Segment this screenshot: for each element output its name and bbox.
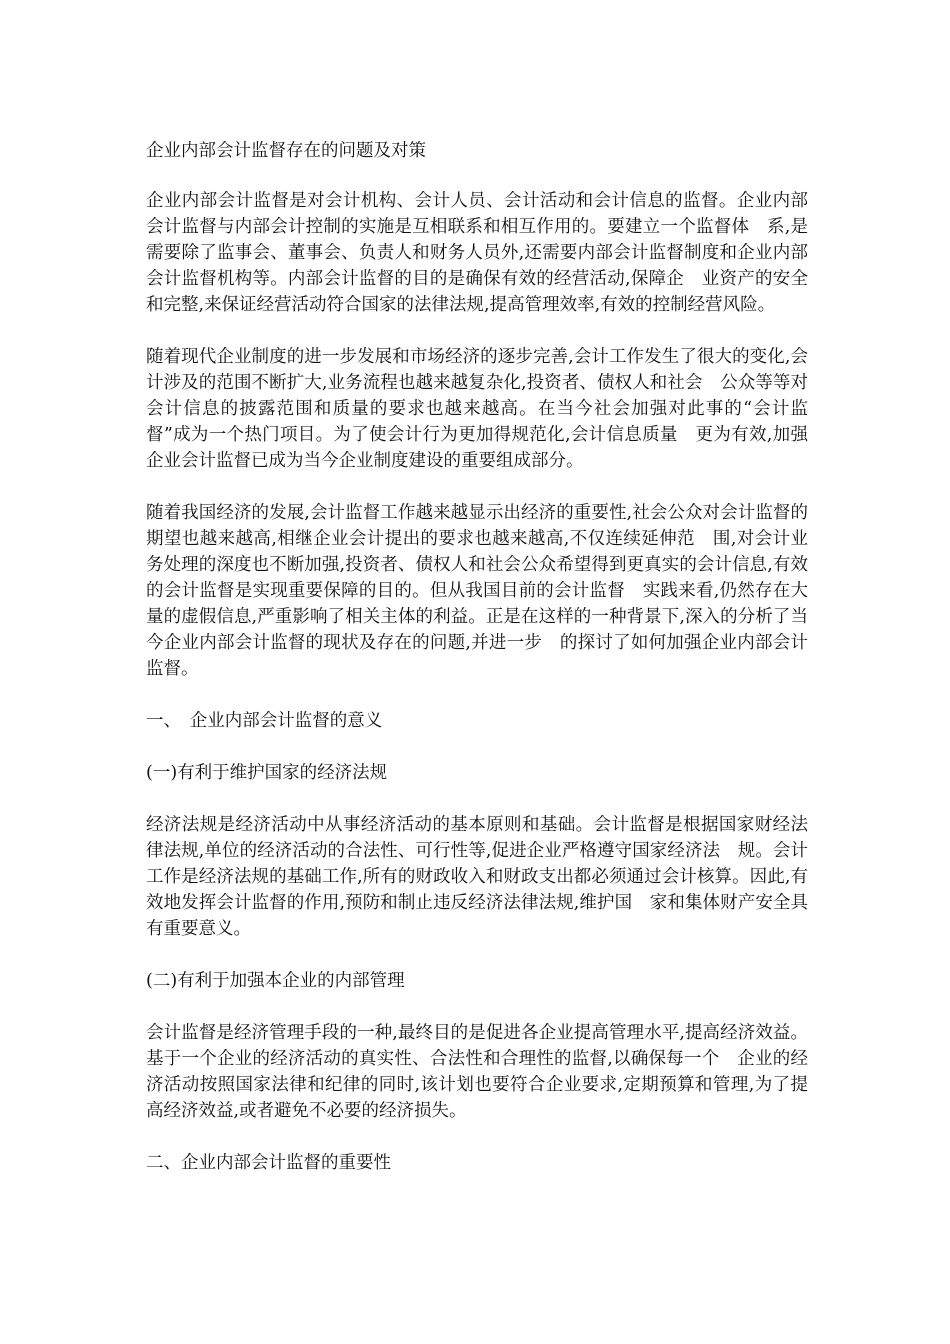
section-heading-1: 一、 企业内部会计监督的意义 [146, 711, 383, 731]
subsection-heading-1-2: (二)有利于加强本企业的内部管理 [146, 971, 405, 991]
document-title: 企业内部会计监督存在的问题及对策 [146, 141, 426, 161]
paragraph-context: 随着我国经济的发展,会计监督工作越来越显示出经济的重要性,社会公众对会计监督的期望也越来越高,相继企业会计提出的要求也越来越高,不仅连续延伸范 围,对会计业务处理的深度也不断加强,投资者、债权人和社会公众希望得到更真实的会计信息,有效的会计监督是实现重要保障的目的。但从我国目前的会计监督 实践来看,仍然存在大量的虚假信息,严重影响了相关主体的利益。正是在这样的一种背景下,深入的分析了当今企业内部会计监督的现状及存在的问题,并进一步 的探讨了如何加强企业内部会计监督。 [146, 503, 808, 679]
paragraph-background: 随着现代企业制度的进一步发展和市场经济的逐步完善,会计工作发生了很大的变化,会计涉及的范围不断扩大,业务流程也越来越复杂化,投资者、债权人和社会 公众等等对会计信息的披露范围和质量的要求也越来越高。在当今社会加强对此事的“会计监督”成为一个热门项目。为了使会计行为更加得规范化,会计信息质量 更为有效,加强企业会计监督已成为当今企业制度建设的重要组成部分。 [146, 347, 808, 471]
paragraph-internal-management: 会计监督是经济管理手段的一种,最终目的是促进各企业提高管理水平,提高经济效益。基于一个企业的经济活动的真实性、合法性和合理性的监督,以确保每一个 企业的经济活动按照国家法律和纪律的同时,该计划也要符合企业要求,定期预算和管理,为了提高经济效益,或者避免不必要的经济损失。 [146, 1023, 808, 1121]
subsection-heading-1-1: (一)有利于维护国家的经济法规 [146, 763, 388, 783]
section-heading-2: 二、企业内部会计监督的重要性 [146, 1153, 391, 1173]
document-body [146, 138, 808, 1202]
paragraph-economic-law: 经济法规是经济活动中从事经济活动的基本原则和基础。会计监督是根据国家财经法律法规,单位的经济活动的合法性、可行性等,促进企业严格遵守国家经济法 规。会计工作是经济法规的基础工作,所有的财政收入和财政支出都必须通过会计核算。因此,有效地发挥会计监督的作用,预防和制止违反经济法律法规,维护国 家和集体财产安全具有重要意义。 [146, 815, 808, 939]
paragraph-intro: 企业内部会计监督是对会计机构、会计人员、会计活动和会计信息的监督。企业内部会计监督与内部会计控制的实施是互相联系和相互作用的。要建立一个监督体 系,是需要除了监事会、董事会、负责人和财务人员外,还需要内部会计监督制度和企业内部会计监督机构等。内部会计监督的目的是确保有效的经营活动,保障企 业资产的安全和完整,来保证经营活动符合国家的法律法规,提高管理效率,有效的控制经营风险。 [146, 191, 808, 315]
